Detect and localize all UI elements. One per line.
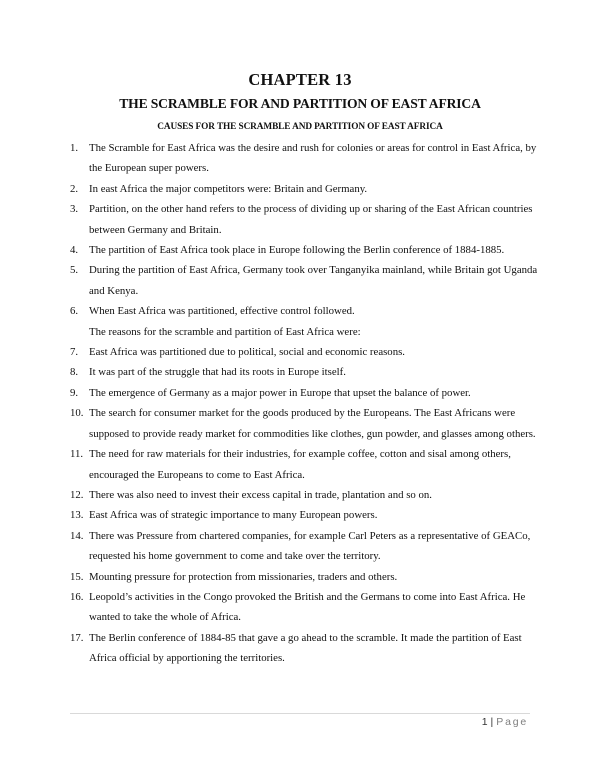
item-text: Leopold’s activities in the Congo provoked the British and the Germans to come into East Africa. He wanted to take the whole of Africa. (89, 590, 526, 624)
page-number: 1 (481, 716, 488, 728)
item-number: 14. (70, 529, 84, 542)
item-number: 11. (70, 448, 84, 461)
list-item (70, 301, 540, 321)
list-item (70, 587, 540, 628)
item-text: Partition, on the other hand refers to the process of dividing up or sharing of the East African countries between Germany and Britain. (89, 203, 533, 236)
item-text: The Berlin conference of 1884-85 that gave a go ahead to the scramble. It made the partition of East Africa official by apportioning the territories. (89, 631, 522, 665)
list-item (70, 138, 540, 179)
item-number: 10. (70, 407, 84, 420)
list-item (70, 403, 540, 444)
chapter-heading: CHAPTER 13 (248, 70, 352, 89)
item-number: 9. (70, 386, 79, 399)
item-number: 16. (70, 590, 84, 603)
footer-divider (70, 713, 530, 714)
list-item (70, 240, 540, 260)
numbered-list (70, 138, 540, 669)
page-label: Page (496, 716, 528, 728)
list-item (70, 362, 540, 382)
reasons-intro-text: The reasons for the scramble and partition of East Africa were: (89, 325, 361, 338)
item-text: The partition of East Africa took place in Europe following the Berlin conference of 1884-1885. (89, 244, 505, 257)
list-item (70, 526, 540, 567)
item-text: The need for raw materials for their industries, for example coffee, cotton and sisal among others, encouraged the Europeans to come to East Africa. (89, 448, 511, 481)
list-item (70, 179, 540, 199)
item-number: 15. (70, 570, 84, 583)
item-number: 12. (70, 488, 84, 501)
list-item (70, 199, 540, 240)
item-number: 6. (70, 305, 79, 318)
list-item (70, 342, 540, 362)
list-item (70, 444, 540, 485)
list-item (70, 383, 540, 403)
list-item (70, 567, 540, 587)
item-number: 3. (70, 203, 79, 216)
item-text: There was also need to invest their excess capital in trade, plantation and so on. (89, 488, 432, 501)
list-item (70, 628, 540, 669)
list-item (70, 505, 540, 525)
reasons-intro (70, 322, 540, 342)
page-footer (482, 716, 528, 728)
item-number: 8. (70, 366, 79, 379)
footer-separator: | (490, 716, 494, 728)
section-subtitle: CAUSES FOR THE SCRAMBLE AND PARTITION OF EAST AFRICA (157, 122, 443, 132)
item-text: There was Pressure from chartered companies, for example Carl Peters as a representative of GEACo, requested his home government to come and take over the territory. (89, 529, 531, 563)
item-text: During the partition of East Africa, Germany took over Tanganyika mainland, while Britain got Uganda and Kenya. (89, 264, 538, 297)
item-text: East Africa was of strategic importance to many European powers. (89, 509, 378, 522)
item-text: It was part of the struggle that had its roots in Europe itself. (89, 366, 346, 379)
list-item (70, 260, 540, 301)
item-text: In east Africa the major competitors were: Britain and Germany. (89, 182, 368, 195)
item-text: The emergence of Germany as a major power in Europe that upset the balance of power. (89, 386, 471, 399)
item-number: 7. (70, 346, 79, 359)
item-text: The search for consumer market for the goods produced by the Europeans. The East Africans were supposed to provide ready market for commodities like clothes, gun powder, and glasses among others. (89, 407, 536, 440)
item-text: The Scramble for East Africa was the desire and rush for colonies or areas for control in East Africa, by the European super powers. (89, 142, 537, 175)
item-number: 17. (70, 631, 84, 644)
item-number: 1. (70, 142, 79, 154)
item-text: When East Africa was partitioned, effective control followed. (89, 305, 355, 318)
item-text: Mounting pressure for protection from missionaries, traders and others. (89, 570, 398, 583)
page-title: THE SCRAMBLE FOR AND PARTITION OF EAST AFRICA (119, 96, 481, 111)
item-text: East Africa was partitioned due to political, social and economic reasons. (89, 346, 406, 359)
item-number: 13. (70, 509, 84, 522)
item-number: 2. (70, 182, 79, 195)
item-number: 4. (70, 244, 79, 257)
list-item (70, 485, 540, 505)
item-number: 5. (70, 264, 79, 277)
